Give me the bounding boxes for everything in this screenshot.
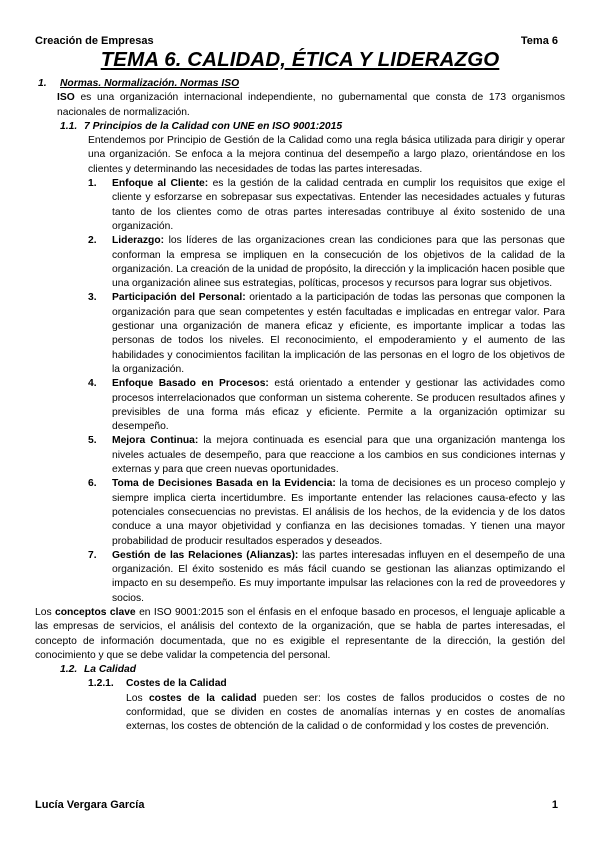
principle-term: Toma de Decisiones Basada en la Evidencia: [112, 478, 336, 490]
principle-item [88, 291, 565, 377]
principle-text: las partes interesadas influyen en el desempeño de una organización. El éxito sostenido es más fácil cuando se gestionan las alianzas optimizando el impacto en su desempeño. Es muy importante impulsar las relaciones con la red de proveedores y socios. [112, 549, 565, 604]
principle-number: 4. [88, 378, 97, 390]
key-concepts-text: en ISO 9001:2015 son el énfasis en el enfoque basado en procesos, el lenguaje aplicable a las empresas de servicios, el análisis del contexto de la organización, que se habla de partes interesadas, el concepto de información documentada, que no es exigible el representante de la dirección, la gestión del conocimiento y que se debe validar la competencia del personal. [35, 606, 566, 661]
section-1-2-heading [60, 663, 565, 677]
key-concepts-paragraph [35, 606, 565, 663]
principle-item [88, 177, 565, 234]
iso-definition: es una organización internacional independiente, no gubernamental que consta de 173 organismos nacionales de normalización. [57, 92, 565, 118]
principle-text: es la gestión de la calidad centrada en cumplir los requisitos que exige el cliente y esforzarse en sobrepasar sus expectativas. Entender las necesidades actuales y futuras tanto de los clientes como de otras partes interesadas contribuye al éxito sostenido de una organización. [112, 178, 565, 232]
principle-term: Enfoque al Cliente: [112, 178, 209, 190]
principle-item [88, 434, 565, 477]
principle-term: Gestión de las Relaciones (Alianzas): [112, 549, 299, 561]
principle-number: 6. [88, 478, 97, 490]
section-1-title: Normas. Normalización. Normas ISO [60, 78, 240, 89]
principle-text: está orientado a entender y gestionar las actividades como procesos interrelacionados que conforman un sistema coherente. Se producen resultados afines y previsibles de una forma más eficaz y eficiente. Permite a la organización optimizar su desempeño. [112, 378, 565, 433]
section-1-intro [57, 91, 565, 120]
principle-text: la toma de decisiones es un proceso complejo y siempre implica cierta incertidumbre. Es importante entender las relaciones causa-efecto y las potenciales consecuencias no previstas. El análisis de los hechos, de la evidencia y de los datos conduce a una mayor objetividad y confianza en las decisiones tomadas. Y tienen una mayor probabilidad de producir resultados esperados y deseados. [112, 478, 565, 547]
section-1-2-title: La Calidad [84, 664, 137, 676]
principle-term: Liderazgo: [112, 235, 165, 247]
document-body [35, 77, 565, 735]
header-subject: Creación de Empresas [35, 35, 154, 47]
principles-list [88, 177, 565, 606]
principle-item [88, 234, 565, 291]
principle-text: los líderes de las organizaciones crean las condiciones para que las personas que conforman la empresa se impliquen en la consecución de los objetivos de la calidad de la organización. La creación de la unidad de propósito, la dirección y la implicación hacen posible que una organización alinee sus estrategias, políticas, procesos y recursos para lograr sus objetivos. [112, 235, 565, 290]
principle-term: Enfoque Basado en Procesos: [112, 378, 269, 390]
page-number: 1 [551, 799, 558, 811]
section-1-2-1-title: Costes de la Calidad [126, 678, 227, 690]
principle-number: 5. [88, 435, 97, 447]
quality-costs-paragraph [126, 692, 565, 735]
principle-text: la mejora continuada es esencial para que una organización mantenga los niveles actuales de desempeño, para que reaccione a los cambios en sus condiciones internas y externas y para que creen nuevas oportunidades. [112, 435, 566, 476]
section-1-2-number: 1.2. [60, 664, 78, 676]
section-1-1-intro: Entendemos por Principio de Gestión de la Calidad como una regla básica utilizada para dirigir y operar una organización. Se enfoca a la mejora continua del desempeño a largo plazo, orientándose en los clientes y determinando las necesidades de todas las partes interesadas. [88, 135, 565, 175]
quality-costs-term: costes de la calidad [148, 692, 257, 704]
section-1-2-1-number: 1.2.1. [88, 678, 114, 690]
quality-costs-text: pueden ser: los costes de fallos producidos o costes de no conformidad, que se dividen en costes de anomalías internas y en costes de anomalías externas, los costes de obtención de la calidad o de conformidad y los costes de prevención. [126, 692, 565, 733]
principle-item [88, 549, 565, 606]
section-1-1-heading [60, 120, 565, 134]
principle-number: 2. [88, 235, 97, 247]
principle-term: Mejora Continua: [112, 435, 199, 447]
principle-number: 3. [88, 292, 97, 304]
key-concepts-lead: Los [35, 606, 55, 618]
principle-number: 7. [88, 549, 97, 561]
principle-number: 1. [88, 178, 97, 190]
key-concepts-term: conceptos clave [55, 606, 136, 618]
section-1-number: 1. [38, 78, 47, 89]
principle-term: Participación del Personal: [112, 292, 246, 304]
principle-text: orientado a la participación de todas las personas que componen la organización para que sean competentes y estén facultadas e implicadas en entregar valor. Para gestionar una organización de manera eficaz y eficiente, es importante implicar a todas las personas de todos los niveles. El reconocimiento, el empoderamiento y el aumento de las habilidades y conocimientos facilitan la implicación de las personas en el logro de los objetivos de la organización. [112, 292, 566, 375]
header-topic: Tema 6 [520, 35, 558, 47]
principle-item [88, 477, 565, 548]
footer-author: Lucía Vergara García [35, 799, 145, 811]
section-1-heading [38, 77, 565, 91]
principle-item [88, 377, 565, 434]
page-title: TEMA 6. CALIDAD, ÉTICA Y LIDERAZGO [100, 48, 500, 71]
section-1-2-1-heading [88, 677, 565, 691]
section-1-1-title: 7 Principios de la Calidad con UNE en ISO 9001:2015 [84, 120, 343, 132]
section-1-1-number: 1.1. [60, 120, 78, 132]
iso-term: ISO [57, 92, 75, 104]
quality-costs-lead: Los [126, 692, 149, 704]
